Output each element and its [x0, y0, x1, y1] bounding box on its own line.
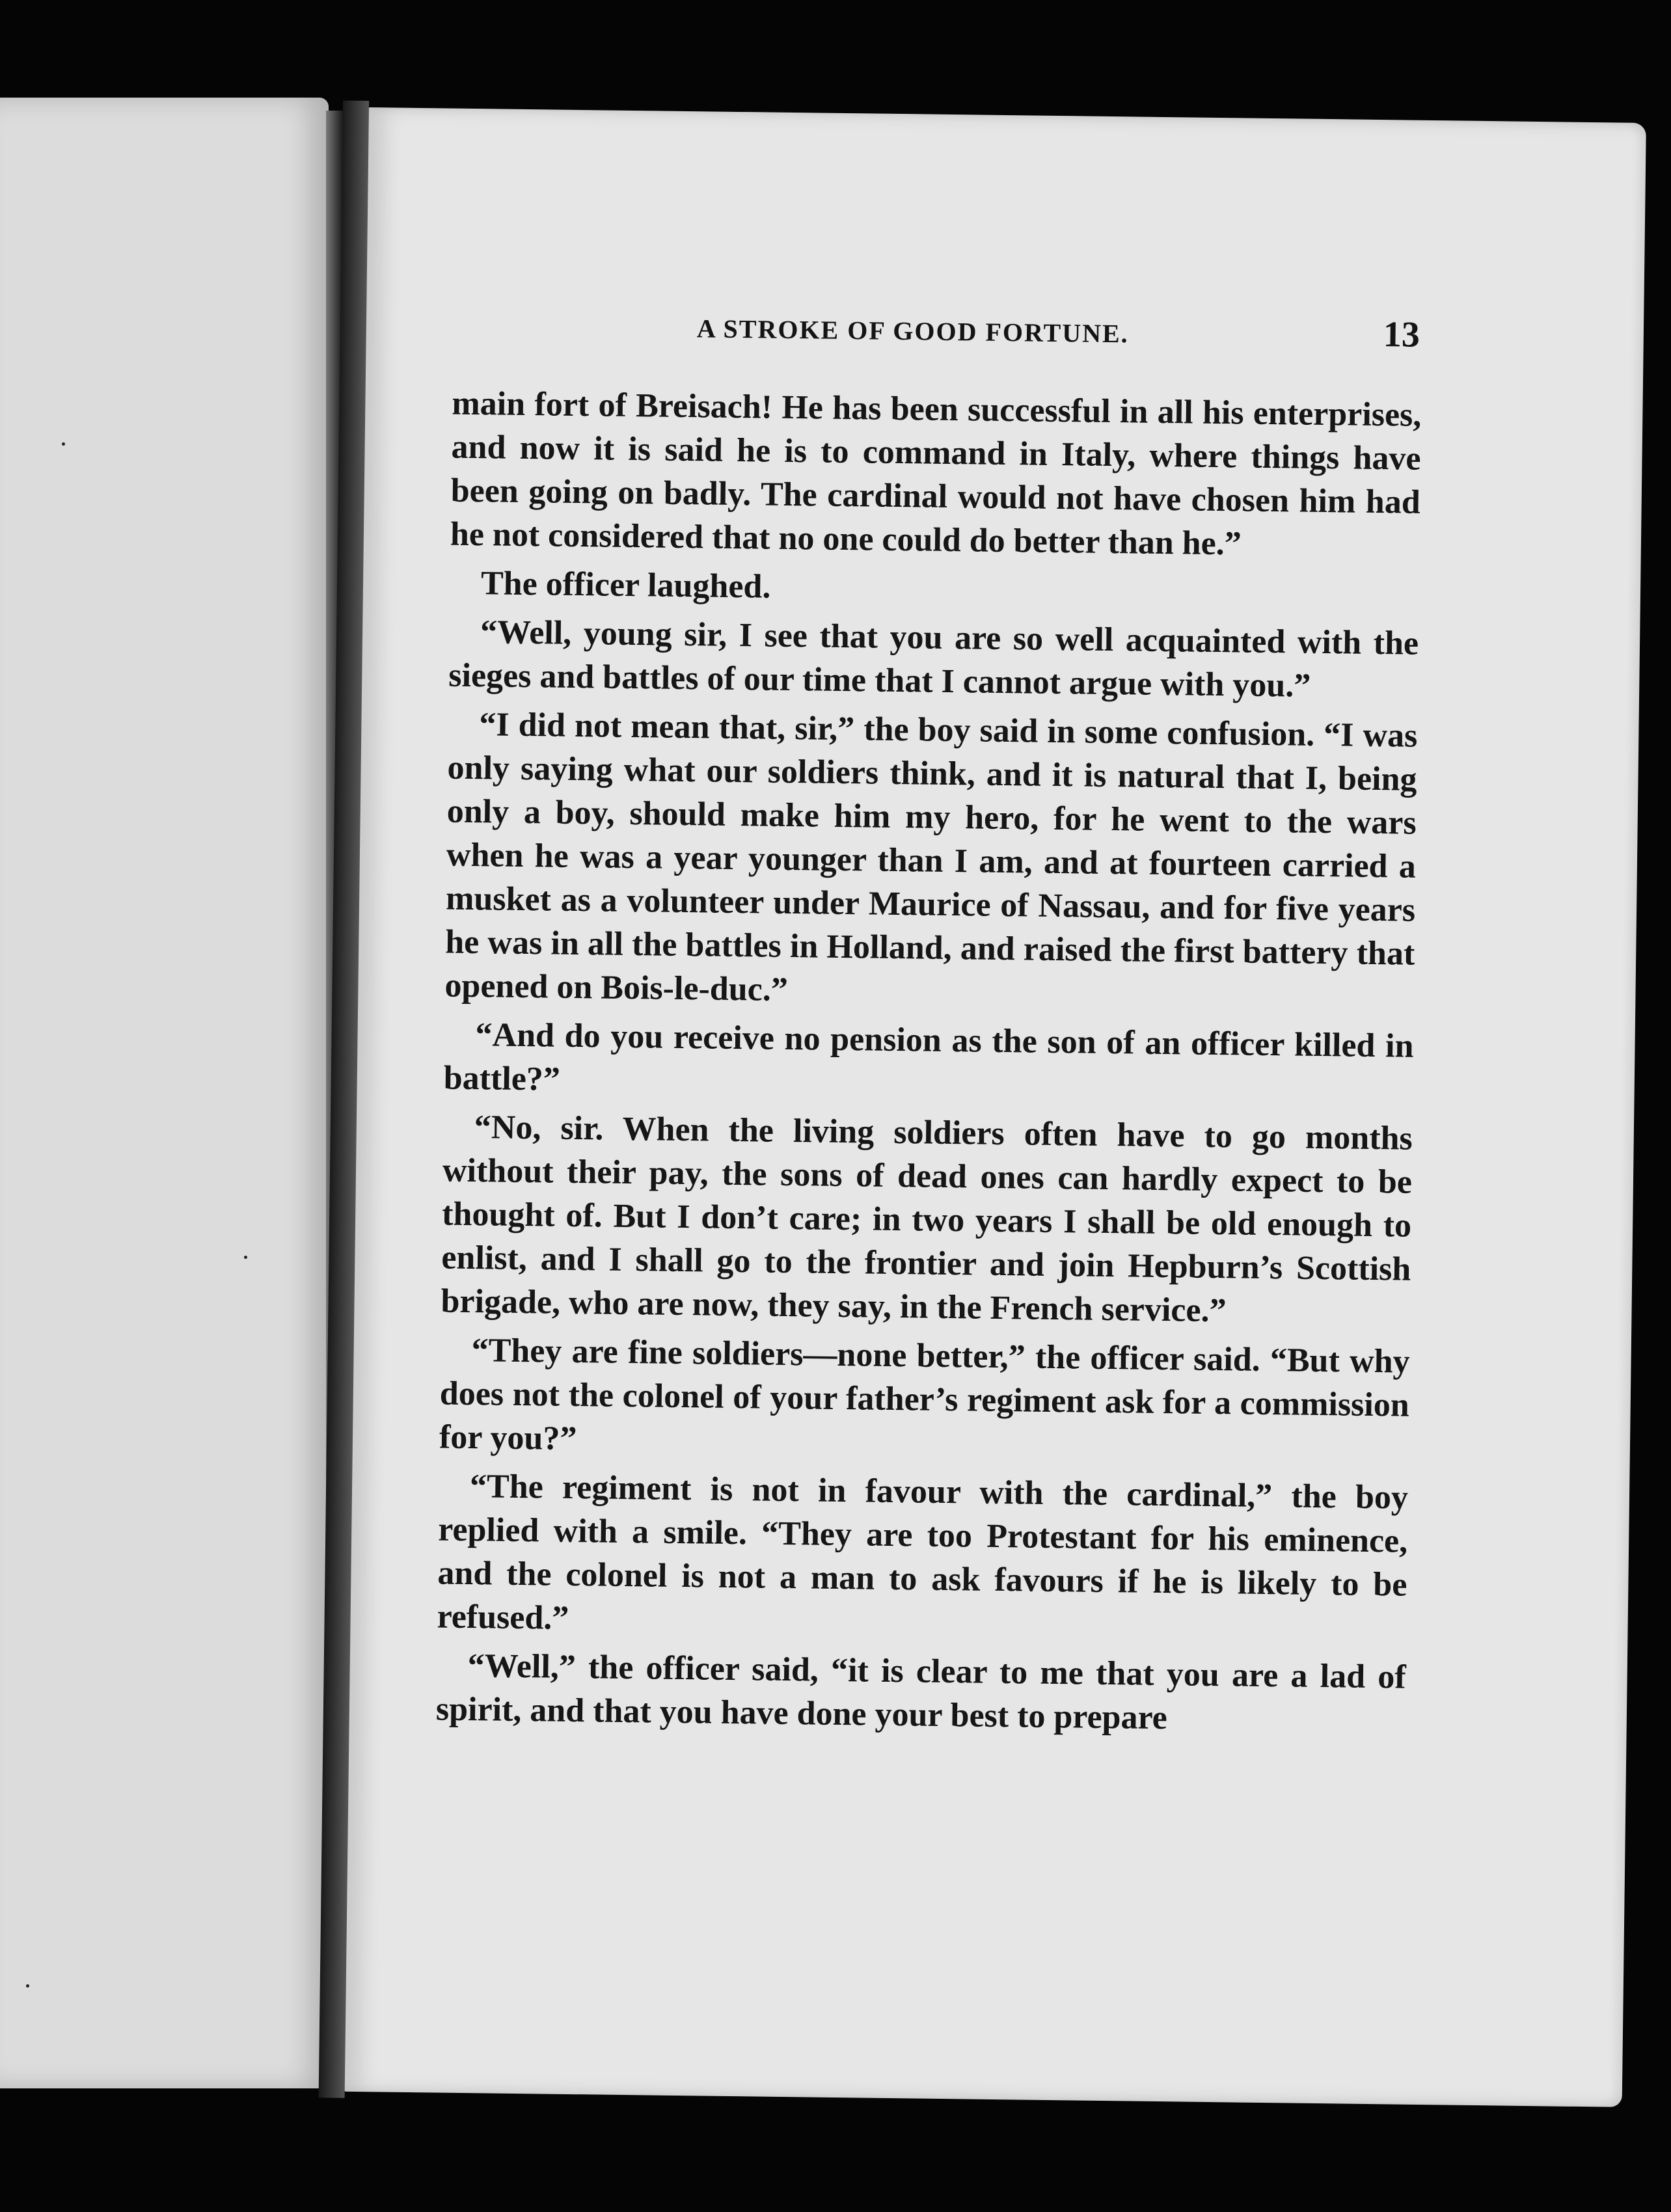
dust-speck [244, 1256, 247, 1259]
paragraph: “They are fine soldiers—none better,” the officer said. “But why does not the colonel of your father’s regiment ask for a commission for you?” [439, 1332, 1410, 1458]
paragraph: “And do you receive no pension as the son of an officer killed in battle?” [443, 1016, 1414, 1098]
left-page [0, 98, 329, 2088]
paragraph: main fort of Breisach! He has been successful in all his enterprises, and now it is said he is to command in Italy, where things have been going on badly. The cardinal would not have chosen him had he not considered that no one could do better than he.” [450, 384, 1422, 563]
book-page [344, 107, 1646, 2107]
running-head: A STROKE OF GOOD FORTUNE. [696, 314, 1129, 349]
paragraph: “I did not mean that, sir,” the boy said in some confusion. “I was only saying what our soldiers think, and it is natural that I, being only a boy, should make him my hero, for he went to the wars when he was a year younger than I am, and at fourteen carried a musket as a volunteer under Maurice of Nassau, and for five years he was in all the battles in Holland, and raised the first battery that opened on Bois-le-duc.” [444, 706, 1418, 1008]
paragraph: The officer laughed. [480, 565, 771, 606]
paragraph: “The regiment is not in favour with the cardinal,” the boy replied with a smile. “They are too Protestant for his eminence, and the colonel is not a man to ask favours if he is likely to be refused.” [437, 1468, 1409, 1637]
dust-speck [62, 442, 65, 446]
paragraph: “No, sir. When the living soldiers often have to go months without their pay, the sons of dead ones can hardly expect to be thought of. But I don’t care; in two years I shall be old enough to enlist, and I shall go to the frontier and join Hepburn’s Scottish brigade, who are now, they say, in the French service.” [441, 1109, 1413, 1330]
dust-speck [26, 1984, 29, 1988]
paragraph: “Well, young sir, I see that you are so well acquainted with the sieges and battles of our time that I cannot argue with you.” [448, 614, 1419, 705]
page-body [435, 382, 1421, 1748]
paragraph: “Well,” the officer said, “it is clear to me that you are a lad of spirit, and that you have done your best to prepare [435, 1647, 1406, 1737]
page-number: 13 [1383, 314, 1420, 355]
